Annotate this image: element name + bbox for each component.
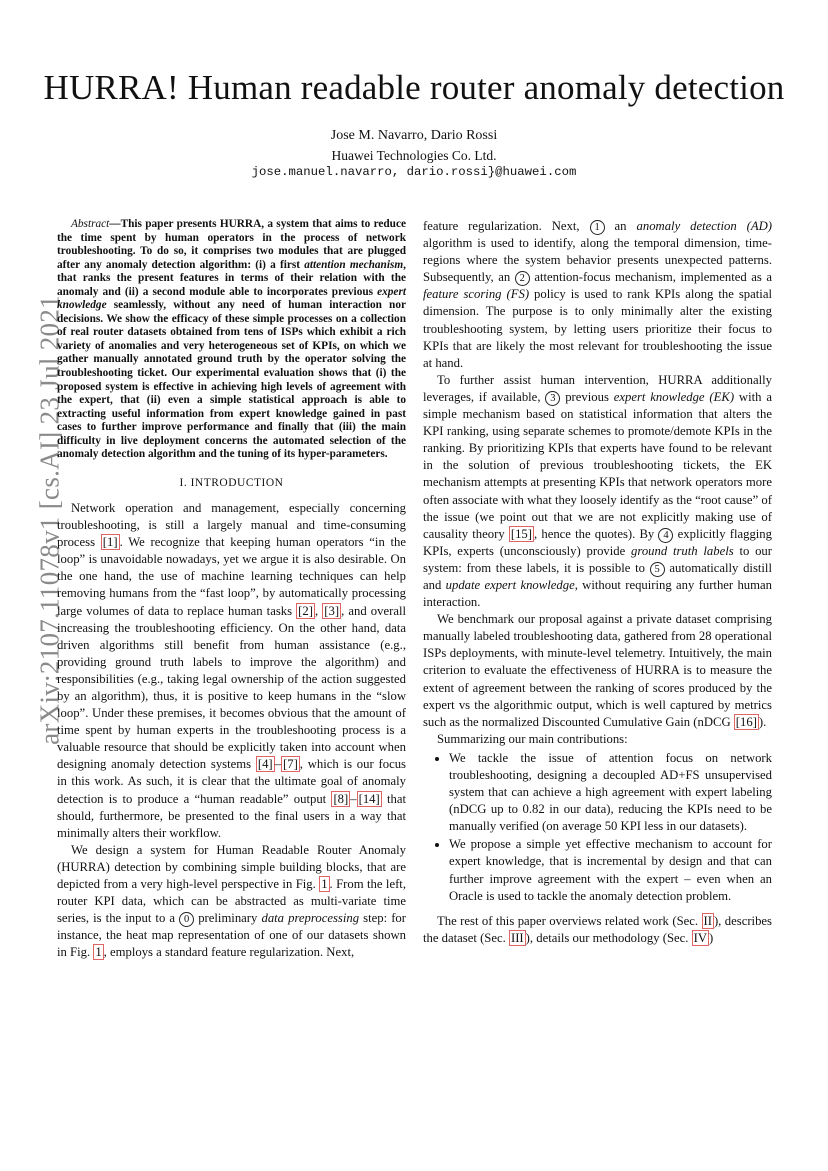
abstract-text: seamlessly, without any need of human interaction nor decisions. We show the efficacy of these simple processes on a collection of real router datasets obtained from tens of ISPs which exhibit a rich variety of anomalies and very heterogeneous set of KPIs, on which we gather manually annotated ground truth by the operator solving the troubleshooting ticket. Our experimental evaluation shows that (i) the proposed system is effective in achieving high levels of agreement with the expert, that (ii) even a simple statistical approach is able to extracting useful information from expert knowledge gained in past cases to further improve performance and finally that (iii) the main difficulty in live deployment concerns the automated selection of the anomaly detection algorithm and the tuning of its hyper-parameters. <box>57 299 406 461</box>
citation-link[interactable]: [16] <box>735 714 757 729</box>
body-text: to our system: from these labels, it is possible to <box>423 543 772 575</box>
body-text: , without requiring any further human interaction. <box>423 577 772 610</box>
body-text: an <box>604 219 637 233</box>
body-text: To further assist human intervention, HURRA additionally leverages, if available, <box>423 372 772 404</box>
step-number-badge: 2 <box>515 271 530 286</box>
body-text: – <box>274 757 281 772</box>
body-text: feature regularization. Next, <box>423 219 590 233</box>
left-column <box>57 218 406 961</box>
right-column <box>423 218 772 947</box>
body-text: attention-focus mechanism, implemented as a <box>529 270 772 285</box>
body-text: The rest of this paper overviews related work (Sec. <box>437 913 702 928</box>
body-text: that should, furthermore, be presented to the final users in a way that minimally alters their workflow. <box>57 791 407 840</box>
citation-link[interactable]: [4] <box>257 757 273 772</box>
step-number-badge: 3 <box>545 391 560 406</box>
emphasis-text: expert knowledge (EK) <box>613 389 735 404</box>
body-text: , which is our focus in this work. As such, it is clear that the ultimate goal of anomaly detection is to produce a “human readable” output <box>57 757 406 806</box>
intro-paragraph-1 <box>57 500 406 842</box>
section-heading-introduction: I. INTRODUCTION <box>179 476 284 489</box>
body-text: ). <box>758 714 767 729</box>
body-text: , <box>314 603 323 618</box>
section-link[interactable]: III <box>510 930 524 945</box>
figure-link[interactable]: 1 <box>95 945 102 960</box>
body-text: , and overall increasing the troubleshooting efficiency. On the other hand, data driven algorithms still benefit from human assistance (e.g., providing ground truth labels to improve the algorithm) and responsibilities (e.g., taking legal ownership of the action suggested by an algorithm), thus, it is positive to keep humans in the “slow loop”. Under these premises, it becomes obvious that the amount of time spent by human experts in the troubleshooting process is a valuable resource that should be explicitly taken into account when designing anomaly detection systems <box>57 603 407 772</box>
emphasis-text: ground truth labels <box>631 543 734 558</box>
body-text: , employs a standard feature regularization. Next, <box>103 945 355 960</box>
author-emails: jose.manuel.navarro, dario.rossi}@huawei.com <box>251 165 577 179</box>
abstract-emphasis: attention mechanism <box>304 258 404 271</box>
body-text: – <box>350 791 357 806</box>
contributions-list <box>423 750 772 905</box>
abstract-text: , that ranks the present features in terms of their relation with the anomaly and (ii) a second module able to incorporates previous <box>57 258 406 298</box>
abstract-emphasis: expert knowledge <box>57 285 406 312</box>
citation-link[interactable]: [15] <box>510 526 532 541</box>
arxiv-stamp-text: arXiv:2107.11078v1 [cs.AI] 23 Jul 2021 <box>34 295 65 745</box>
section-link[interactable]: IV <box>693 930 708 945</box>
section-link[interactable]: II <box>703 913 712 928</box>
abstract-text: —This paper presents HURRA, a system that aims to reduce the time spent by human operators in the process of network troubleshooting. To do so, it comprises two modules that are plugged after any anomaly detection algorithm: (i) a first <box>57 218 406 271</box>
citation-link[interactable]: [2] <box>298 603 313 618</box>
affiliation: Huawei Technologies Co. Ltd. <box>331 148 497 163</box>
intro-paragraph-5: Summarizing our main contributions: <box>437 731 628 746</box>
body-text: ), details our methodology (Sec. <box>525 930 692 945</box>
list-item: • We propose a simple yet effective mechanism to account for expert knowledge, that is incremental by design and that can further improve agreement with the expert – even when an Oracle is used to tackle the anomaly detection problem. <box>449 836 772 904</box>
emphasis-text: update expert knowledge <box>445 577 575 592</box>
body-text: ) <box>709 930 714 945</box>
citation-link[interactable]: [3] <box>324 603 340 618</box>
body-text: algorithm is used to identify, along the temporal dimension, time-regions where the system behavior presents unexpected patterns. Subsequently, an <box>423 236 772 285</box>
body-text: We benchmark our proposal against a private dataset comprising manually labeled troubleshooting data, gathered from 28 operational ISPs deployments, with minute-level telemetry. Intuitively, the main criterion to evaluate the effectiveness of HURRA is to measure the extent of agreement between the ranking of scores produced by the expert vs the algorithmic output, which is well captured by metrics such as the normalized Discounted Cumulative Gain (nDCG <box>423 612 772 729</box>
step-number-badge: 5 <box>650 562 665 577</box>
body-text: explicitly flagging KPIs, experts (unconsciously) provide <box>423 526 772 558</box>
body-text: . From the left, router KPI data, which can be abstracted as multi-variate time series, is the input to a <box>57 877 406 926</box>
body-text: policy is used to rank KPIs along the spatial dimension. The purpose is to only minimally alter the existing troubleshooting system, by letting users prioritize their focus to KPIs that are likely the most relevant for troubleshooting the issue at hand. <box>423 287 772 370</box>
body-text: with a simple mechanism based on statistical information that alters the KPI ranking, using separate schemes to promote/demote KPIs in the ranking. By prioritizing KPIs that experts have found to be relevant in the solution of previous troubleshooting tickets, the EK mechanism attempts at presenting KPIs that network operators more often associate with what they loosely identify as the “root cause” of the issue (we point out that we are not explicitly making use of causality theory <box>423 389 772 541</box>
citation-link[interactable]: [8] <box>333 791 349 806</box>
body-text: We design a system for Human Readable Router Anomaly (HURRA) detection by combining simple building blocks, that are depicted from a very high-level perspective in Fig. <box>57 842 406 891</box>
emphasis-text: anomaly detection (AD) <box>636 219 772 233</box>
intro-paragraph-2 <box>57 842 406 962</box>
body-text: automatically distill and <box>423 560 772 592</box>
emphasis-text: feature scoring (FS) <box>423 287 530 302</box>
body-text: preliminary <box>194 911 262 926</box>
body-text: Network operation and management, especially concerning troubleshooting, is still a largely manual and time-consuming process <box>57 500 406 550</box>
intro-paragraph-2-continued <box>423 218 772 372</box>
authors: Jose M. Navarro, Dario Rossi <box>330 128 498 143</box>
body-text: , hence the quotes). By <box>534 526 659 541</box>
step-number-badge: 1 <box>590 220 605 235</box>
emphasis-text: data preprocessing <box>261 911 360 926</box>
intro-paragraph-6 <box>423 913 772 947</box>
step-number-badge: 0 <box>179 912 194 927</box>
intro-paragraph-3 <box>423 372 772 611</box>
abstract <box>57 218 406 462</box>
body-text: step: for instance, the heat map representation of one of our datasets shown in Fig. <box>57 911 406 960</box>
citation-link[interactable]: [1] <box>102 535 118 550</box>
list-item: • We tackle the issue of attention focus on network troubleshooting, designing a decoupled AD+FS unsupervised system that can achieve a high agreement with expert labeling (nDCG up to 0.82 in our data), reducing the KPIs need to be manually verified (on average 50 KPI less in our datasets). <box>449 750 772 835</box>
citation-link[interactable]: [7] <box>283 757 298 772</box>
intro-paragraph-4 <box>423 611 772 731</box>
citation-link[interactable]: [14] <box>358 791 380 806</box>
paper-title: HURRA! Human readable router anomaly detection <box>43 68 785 107</box>
abstract-lead: Abstract <box>71 218 110 230</box>
body-text: . We recognize that keeping human operators “in the loop” is unavoidable nowadays, yet we argue it is also desirable. On the one hand, the use of machine learning techniques can help removing humans from the “fast loop”, by automatically processing large volumes of data to replace human tasks <box>57 535 406 618</box>
body-text: ), describes the dataset (Sec. <box>423 913 772 945</box>
step-number-badge: 4 <box>658 528 673 543</box>
figure-link[interactable]: 1 <box>321 877 328 891</box>
body-text: previous <box>560 389 614 404</box>
